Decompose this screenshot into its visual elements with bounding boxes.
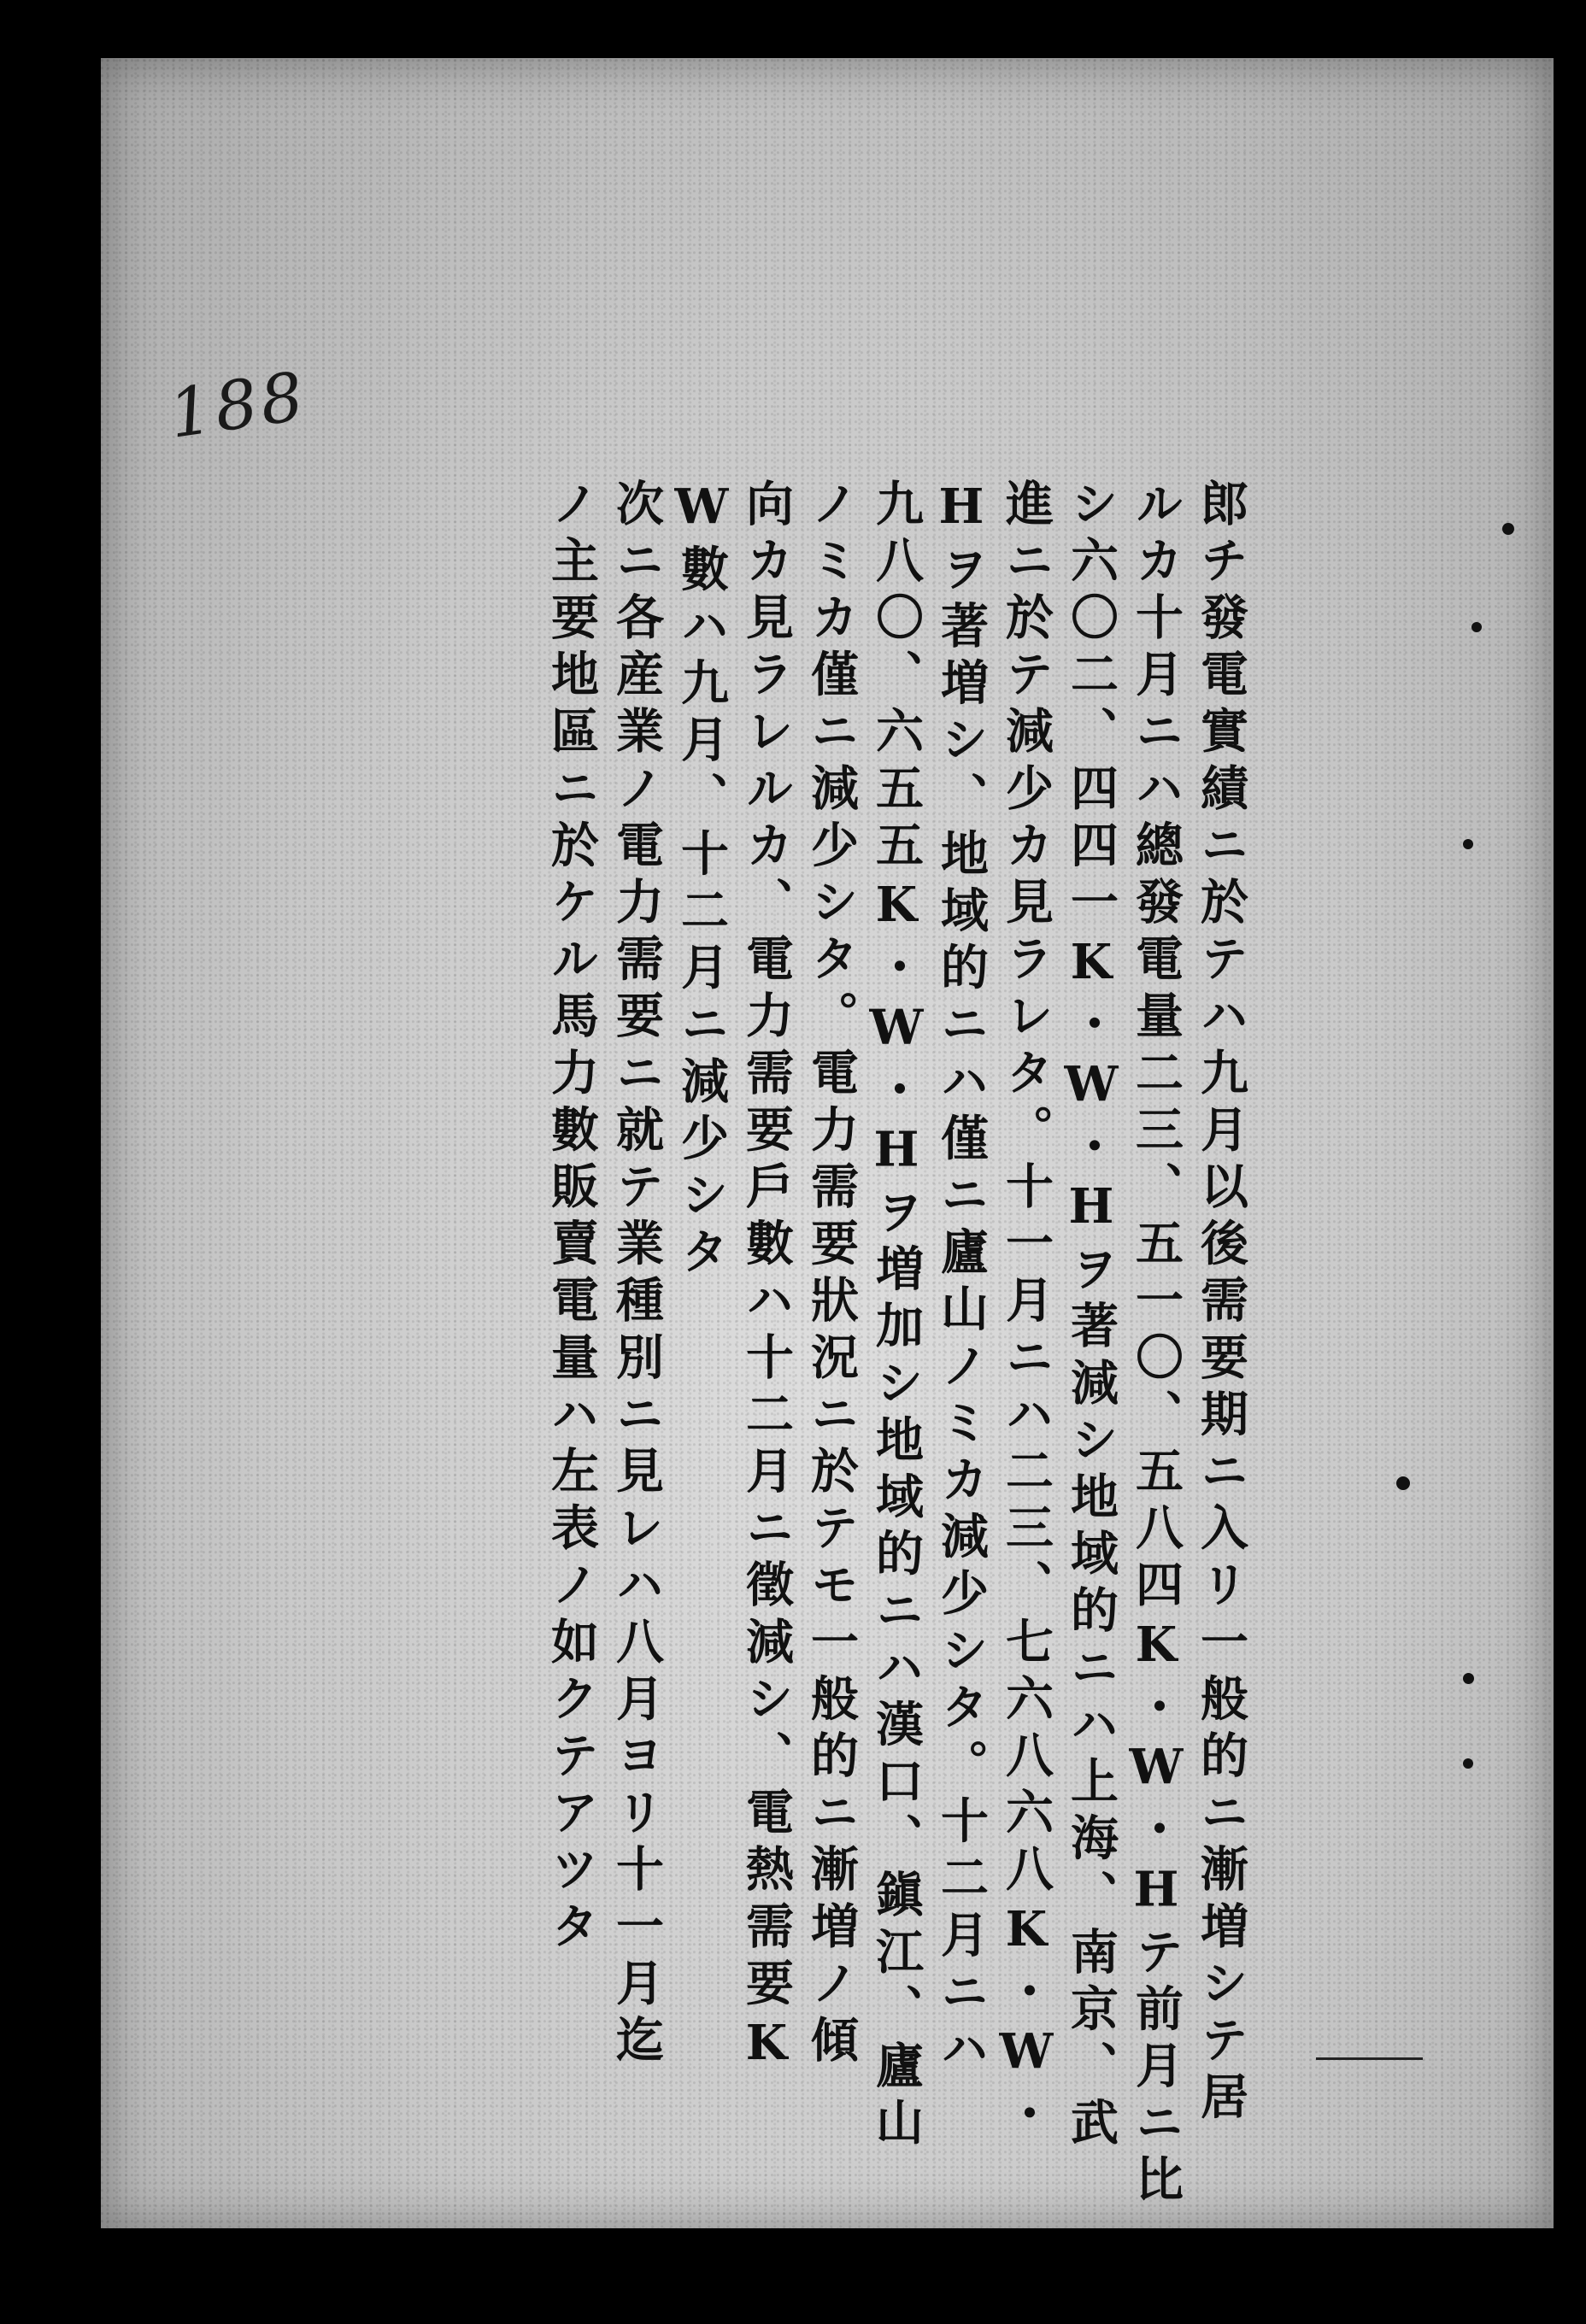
- text-column-2: ルカ十月ニハ總發電量二三、五一〇、五八四K・W・Hテ前月ニ比: [1128, 478, 1184, 2211]
- ink-blot: [1463, 839, 1473, 849]
- text-column-10: 次ニ各産業ノ電力需要ニ就テ業種別ニ見レハ八月ヨリ十一月迄: [608, 478, 665, 2072]
- text-column-6: 九八〇、六五五K・W・Hヲ増加シ地域的ニハ漢口、鎭江、廬山: [868, 478, 925, 2155]
- text-column-11: ノ主要地區ニ於ケル馬力數販賣電量ハ左表ノ如クテアツタ: [543, 478, 600, 1958]
- ink-blot: [1463, 1758, 1473, 1769]
- text-column-3: シ六〇二、四四一K・W・Hヲ著減シ地域的ニハ上海、南京、武: [1063, 478, 1119, 2155]
- vertical-text-body: [530, 478, 1249, 2211]
- ink-blot: [1463, 1673, 1474, 1684]
- text-column-8: 向カ見ラレルカ、電力需要戶數ハ十二月ニ徵減シ、電熱需要K: [738, 478, 795, 2080]
- dash-rule: [1316, 2057, 1423, 2060]
- ink-blot: [1502, 523, 1514, 535]
- handwritten-page-number: 188: [164, 358, 312, 454]
- text-column-5: Hヲ著増シ、地域的ニハ僅ニ廬山ノミカ減少シタ。十二月ニハ: [933, 478, 990, 2080]
- text-column-9: W數ハ九月、十二月ニ減少シタ: [673, 478, 730, 1284]
- text-column-1: 郎チ發電實績ニ於テハ九月以後需要期ニ入リ一般的ニ漸増シテ居: [1193, 478, 1249, 2129]
- ink-blot: [1471, 622, 1482, 632]
- text-column-4: 進ニ於テ減少カ見ラレタ。十一月ニハ二三、七六八六八K・W・: [998, 478, 1054, 2146]
- text-column-7: ノミカ僅ニ減少シタ。電力需要狀況ニ於テモ一般的ニ漸増ノ傾: [803, 478, 860, 2072]
- ink-blot: [1396, 1476, 1410, 1490]
